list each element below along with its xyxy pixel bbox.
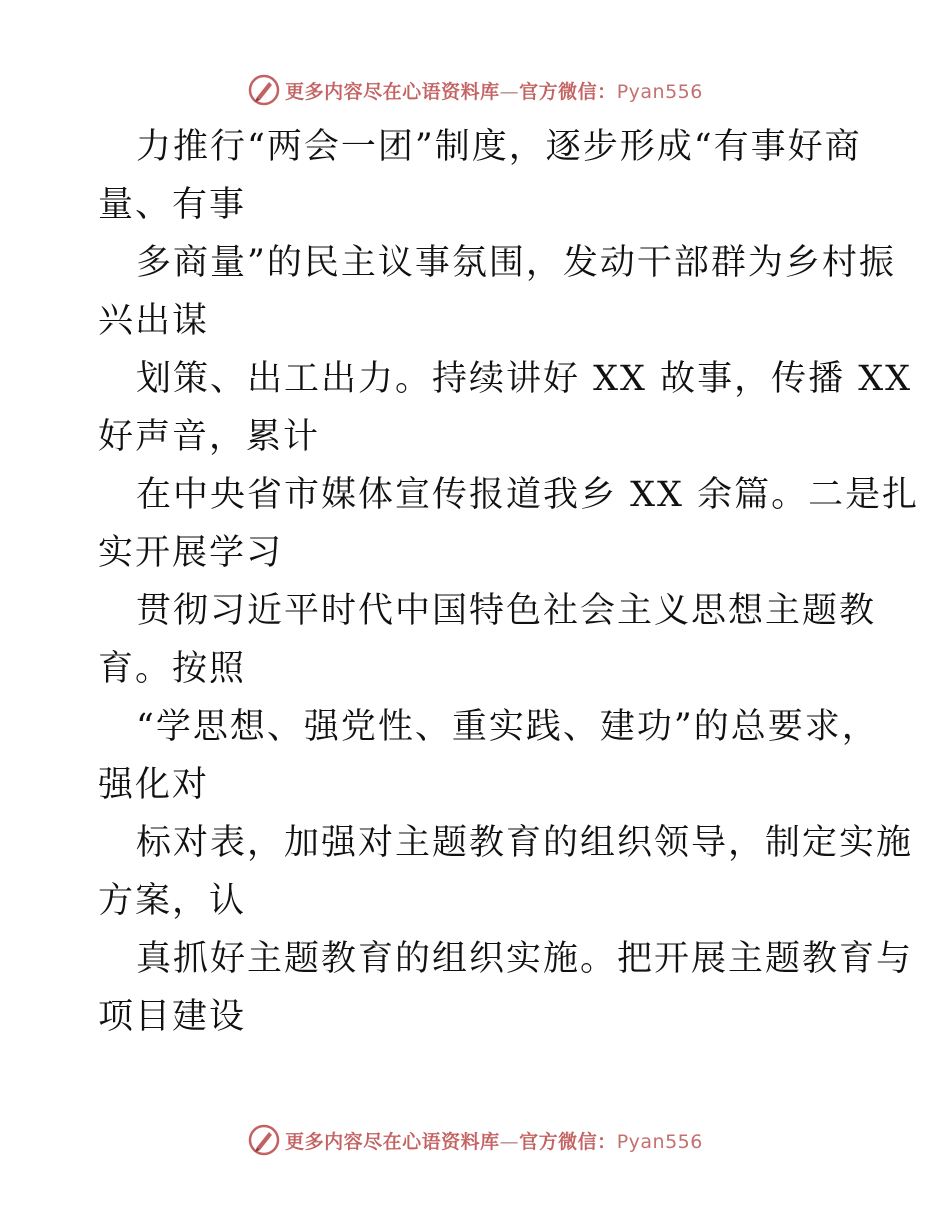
text-line: 量、有事 [98,185,247,225]
header-banner-text [285,77,703,104]
text-line: 贯彻习近平时代中国特色社会主义思想主题教 [136,591,877,631]
text-line: 标对表，加强对主题教育的组织领导，制定实施 [136,823,914,863]
footer-banner-cn: 更多内容尽在心语资料库 [285,1130,500,1153]
footer-banner-id: Pyan556 [616,1130,703,1153]
text-line: 实开展学习 [98,533,284,573]
text-line: 划策、出工出力。持续讲好 XX 故事，传播 XX [136,359,913,399]
footer-banner-wechat: 官方微信： [519,1130,617,1153]
header-banner-separator: — [499,80,520,103]
text-line: 好声音，累计 [98,417,321,457]
text-line: 力推行“两会一团”制度，逐步形成“有事好商 [136,127,862,167]
text-line: 育。按照 [98,649,247,689]
header-banner-id: Pyan556 [616,80,703,103]
text-line: 兴出谋 [98,301,210,341]
text-line: 真抓好主题教育的组织实施。把开展主题教育与 [136,939,914,979]
pen-logo-icon [247,73,281,107]
header-banner-wechat: 官方微信： [519,80,617,103]
text-line: 项目建设 [98,997,247,1037]
document-body [98,118,920,1046]
text-line: 方案，认 [98,881,247,921]
header-banner [0,70,950,110]
text-line: 在中央省市媒体宣传报道我乡 XX 余篇。二是扎 [136,475,920,515]
pen-logo-icon [247,1123,281,1157]
text-line: “学思想、强党性、重实践、建功”的总要求， [136,707,879,747]
footer-banner-text [285,1127,703,1154]
header-banner-cn: 更多内容尽在心语资料库 [285,80,500,103]
footer-banner-separator: — [499,1130,520,1153]
text-line: 强化对 [98,765,210,805]
footer-banner [0,1120,950,1160]
text-line: 多商量”的民主议事氛围，发动干部群为乡村振 [136,243,896,283]
